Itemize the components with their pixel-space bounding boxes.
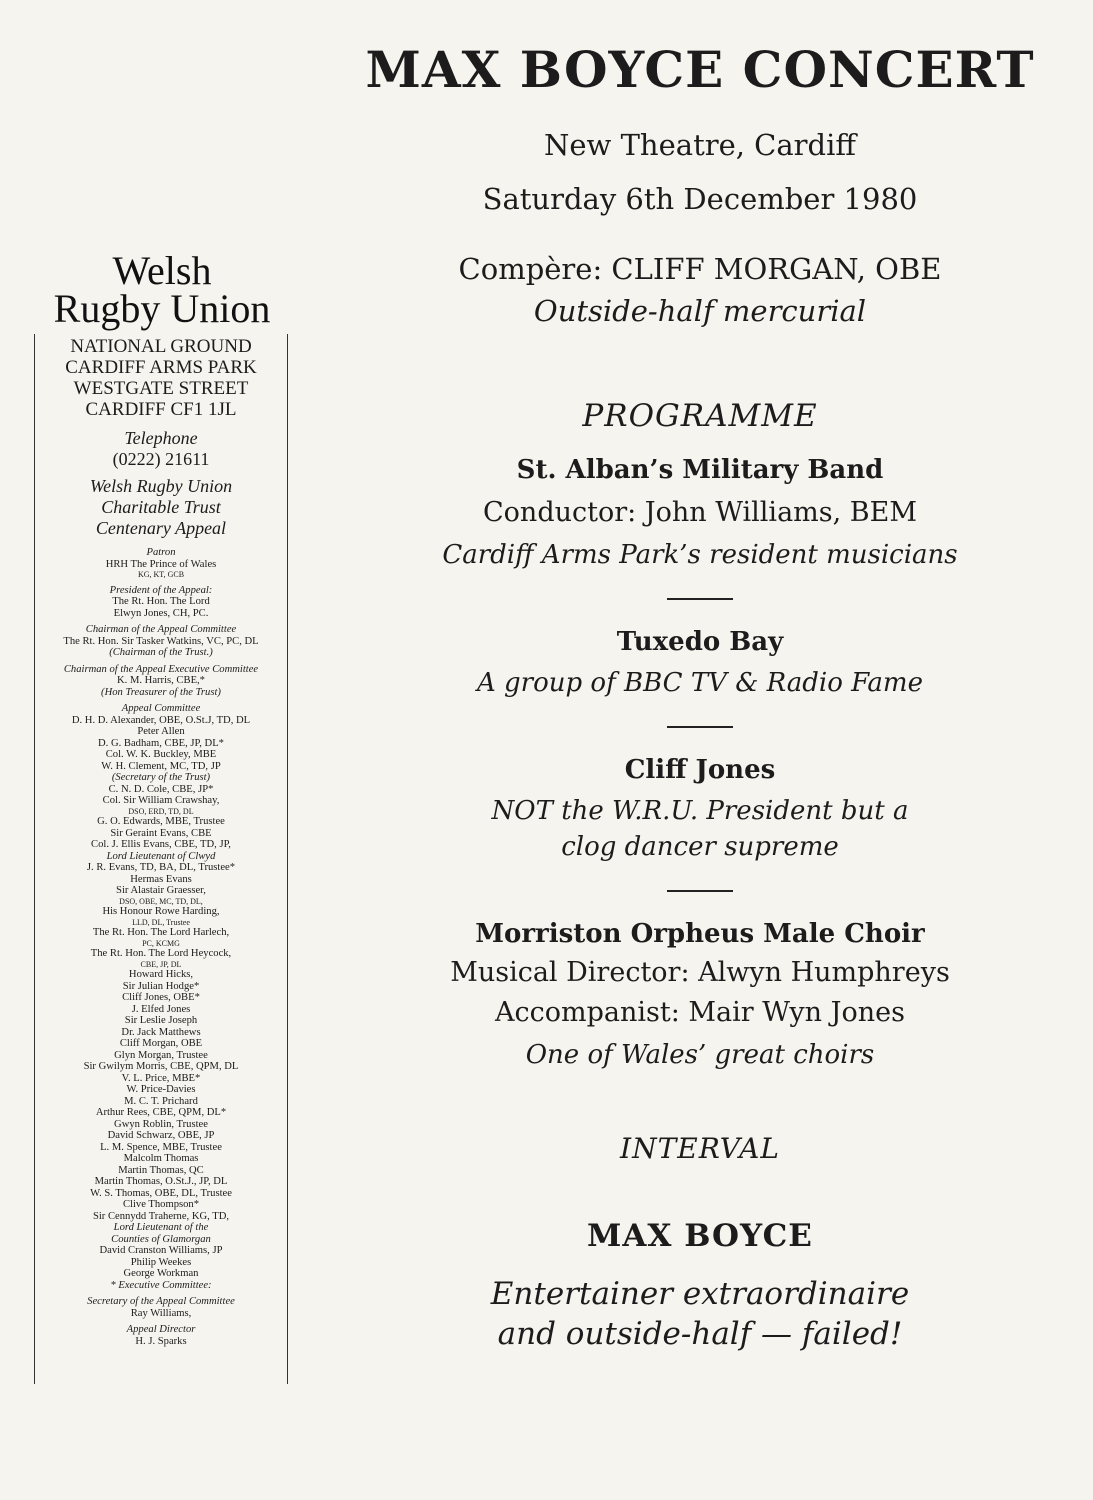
address-line: CARDIFF CF1 1JL bbox=[85, 399, 237, 420]
divider bbox=[667, 726, 733, 728]
committee-line: Ray Williams, bbox=[130, 1307, 192, 1319]
trust-line: Welsh Rugby Union bbox=[89, 476, 233, 496]
act-description: One of Wales’ great choirs bbox=[525, 1040, 875, 1070]
concert-title: MAX BOYCE CONCERT bbox=[365, 40, 1035, 99]
trust-line: Centenary Appeal bbox=[95, 518, 227, 538]
venue: New Theatre, Cardiff bbox=[544, 128, 856, 162]
committee-line: Cliff Jones, OBE* bbox=[122, 992, 200, 1003]
interval-heading: INTERVAL bbox=[620, 1132, 780, 1165]
telephone-number: (0222) 21611 bbox=[112, 449, 210, 469]
programme-heading: PROGRAMME bbox=[582, 398, 818, 434]
address-line: NATIONAL GROUND bbox=[70, 336, 252, 357]
committee-line: Chairman of the Appeal Executive Committee bbox=[63, 663, 259, 675]
committee-line: Dr. Jack Matthews bbox=[121, 1026, 201, 1038]
committee-line: David Cranston Williams, JP bbox=[99, 1245, 223, 1256]
committee-line: Sir Cennydd Traherne, KG, TD, bbox=[92, 1210, 230, 1222]
organisation-name-line: Welsh bbox=[112, 248, 212, 293]
committee-line: L. M. Spence, MBE, Trustee bbox=[100, 1141, 222, 1153]
committee-line: HRH The Prince of Wales bbox=[105, 558, 217, 570]
committee-line: Col. J. Ellis Evans, CBE, TD, JP, bbox=[91, 839, 231, 850]
act-morriston-choir bbox=[330, 918, 1070, 1072]
committee-line: W. S. Thomas, OBE, DL, Trustee bbox=[90, 1187, 232, 1199]
act-name: Cliff Jones bbox=[624, 755, 776, 785]
headliner-name: MAX BOYCE bbox=[587, 1218, 813, 1254]
committee-line: The Rt. Hon. The Lord Heycock, bbox=[90, 948, 232, 959]
committee-line: The Rt. Hon. Sir Tasker Watkins, VC, PC, DL bbox=[63, 635, 259, 647]
committee-line: Sir Alastair Graesser, bbox=[116, 885, 206, 896]
organisation-name-line: Rugby Union bbox=[53, 286, 271, 331]
act-name: Tuxedo Bay bbox=[616, 627, 784, 657]
committee-line: His Honour Rowe Harding, bbox=[102, 906, 220, 917]
trust-line: Charitable Trust bbox=[101, 497, 221, 517]
act-detail: Musical Director: Alwyn Humphreys bbox=[450, 957, 950, 988]
act-name: St. Alban’s Military Band bbox=[516, 455, 884, 485]
address-panel bbox=[34, 334, 288, 1384]
committee-line: Martin Thomas, QC bbox=[118, 1164, 204, 1176]
committee-line: W. H. Clement, MC, TD, JP bbox=[101, 760, 221, 772]
committee-line: PC, KCMG bbox=[142, 938, 180, 948]
headliner-description: Entertainer extraordinaire bbox=[490, 1276, 910, 1312]
divider bbox=[667, 890, 733, 892]
act-detail: Conductor: John Williams, BEM bbox=[483, 497, 917, 528]
committee-line: G. O. Edwards, MBE, Trustee bbox=[97, 816, 225, 827]
committee-line: C. N. D. Cole, CBE, JP* bbox=[108, 783, 214, 795]
committee-line: DSO, OBE, MC, TD, DL, bbox=[119, 896, 203, 906]
committee-line: Howard Hicks, bbox=[128, 969, 194, 980]
committee-line: H. J. Sparks bbox=[135, 1335, 187, 1347]
committee-line: Glyn Morgan, Trustee bbox=[114, 1049, 208, 1061]
committee-line: Appeal Director bbox=[126, 1324, 196, 1335]
committee-line: Patron bbox=[146, 547, 176, 558]
committee-line: Clive Thompson* bbox=[122, 1199, 200, 1210]
committee-line: George Workman bbox=[123, 1268, 199, 1279]
compere-line: Compère: CLIFF MORGAN, OBE bbox=[458, 252, 942, 286]
act-tuxedo-bay bbox=[330, 626, 1070, 700]
address-line: WESTGATE STREET bbox=[73, 378, 249, 399]
address-line: CARDIFF ARMS PARK bbox=[65, 357, 257, 378]
committee-line: Malcolm Thomas bbox=[123, 1153, 199, 1164]
act-description: A group of BBC TV & Radio Fame bbox=[477, 668, 923, 698]
act-detail: Accompanist: Mair Wyn Jones bbox=[495, 997, 905, 1028]
committee-line: Cliff Morgan, OBE bbox=[119, 1038, 203, 1049]
committee-line: Elwyn Jones, CH, PC. bbox=[113, 607, 209, 619]
organisation-name bbox=[28, 248, 296, 331]
act-military-band bbox=[330, 454, 1070, 572]
act-description: NOT the W.R.U. President but a bbox=[491, 796, 909, 826]
committee-line: * Executive Committee: bbox=[110, 1279, 212, 1291]
committee-line: The Rt. Hon. The Lord bbox=[112, 596, 210, 607]
committee-line: (Hon Treasurer of the Trust) bbox=[101, 686, 221, 698]
act-name: Morriston Orpheus Male Choir bbox=[475, 919, 925, 949]
committee-line: Col. W. K. Buckley, MBE bbox=[105, 749, 217, 760]
committee-line: D. G. Badham, CBE, JP, DL* bbox=[98, 737, 224, 749]
concert-date: Saturday 6th December 1980 bbox=[482, 182, 918, 216]
committee-line: Lord Lieutenant of Clwyd bbox=[106, 850, 216, 862]
act-cliff-jones bbox=[330, 754, 1070, 864]
committee-line: Arthur Rees, CBE, QPM, DL* bbox=[95, 1107, 227, 1118]
committee-line: D. H. D. Alexander, OBE, O.St.J, TD, DL bbox=[71, 714, 251, 726]
compere-description: Outside-half mercurial bbox=[533, 294, 867, 328]
committee-line: (Chairman of the Trust.) bbox=[109, 647, 213, 658]
committee-list bbox=[35, 547, 287, 1347]
committee-line: K. M. Harris, CBE,* bbox=[117, 675, 205, 686]
committee-line: The Rt. Hon. The Lord Harlech, bbox=[92, 927, 230, 938]
committee-line: M. C. T. Prichard bbox=[124, 1095, 198, 1107]
committee-line: Philip Weekes bbox=[130, 1256, 192, 1268]
committee-line: David Schwarz, OBE, JP bbox=[107, 1130, 215, 1141]
committee-line: CBE, JP, DL bbox=[140, 959, 182, 969]
committee-line: Sir Leslie Joseph bbox=[124, 1015, 198, 1026]
committee-line: V. L. Price, MBE* bbox=[121, 1072, 201, 1084]
telephone-label: Telephone bbox=[124, 428, 198, 448]
committee-line: W. Price-Davies bbox=[126, 1084, 196, 1095]
committee-line: Counties of Glamorgan bbox=[111, 1233, 211, 1245]
sidebar bbox=[28, 248, 296, 1384]
committee-line: Hermas Evans bbox=[130, 873, 192, 885]
committee-line: KG, KT, GCB bbox=[137, 570, 185, 579]
headliner-description: and outside-half — failed! bbox=[497, 1316, 903, 1352]
divider bbox=[667, 598, 733, 600]
committee-line: Peter Allen bbox=[137, 726, 185, 737]
committee-line: President of the Appeal: bbox=[109, 584, 213, 596]
committee-line: Appeal Committee bbox=[121, 703, 201, 714]
committee-line: Gwyn Roblin, Trustee bbox=[114, 1118, 208, 1130]
committee-line: Lord Lieutenant of the bbox=[113, 1222, 209, 1233]
committee-line: Martin Thomas, O.St.J., JP, DL bbox=[94, 1176, 228, 1187]
committee-line: Sir Gwilym Morris, CBE, QPM, DL bbox=[83, 1061, 239, 1072]
committee-line: Sir Geraint Evans, CBE bbox=[110, 827, 212, 839]
programme-main bbox=[330, 0, 1070, 1354]
committee-line: DSO, ERD, TD, DL bbox=[128, 806, 194, 816]
committee-line: J. R. Evans, TD, BA, DL, Trustee* bbox=[86, 862, 236, 873]
committee-line: Sir Julian Hodge* bbox=[122, 980, 200, 992]
act-description: Cardiff Arms Park’s resident musicians bbox=[442, 540, 958, 570]
committee-line: J. Elfed Jones bbox=[131, 1003, 191, 1015]
committee-line: LLD, DL, Trustee bbox=[132, 917, 190, 927]
act-description: clog dancer supreme bbox=[561, 832, 839, 862]
committee-line: (Secretary of the Trust) bbox=[111, 772, 211, 783]
committee-line: Col. Sir William Crawshay, bbox=[102, 795, 220, 806]
committee-line: Secretary of the Appeal Committee bbox=[87, 1296, 235, 1307]
committee-line: Chairman of the Appeal Committee bbox=[85, 624, 237, 635]
